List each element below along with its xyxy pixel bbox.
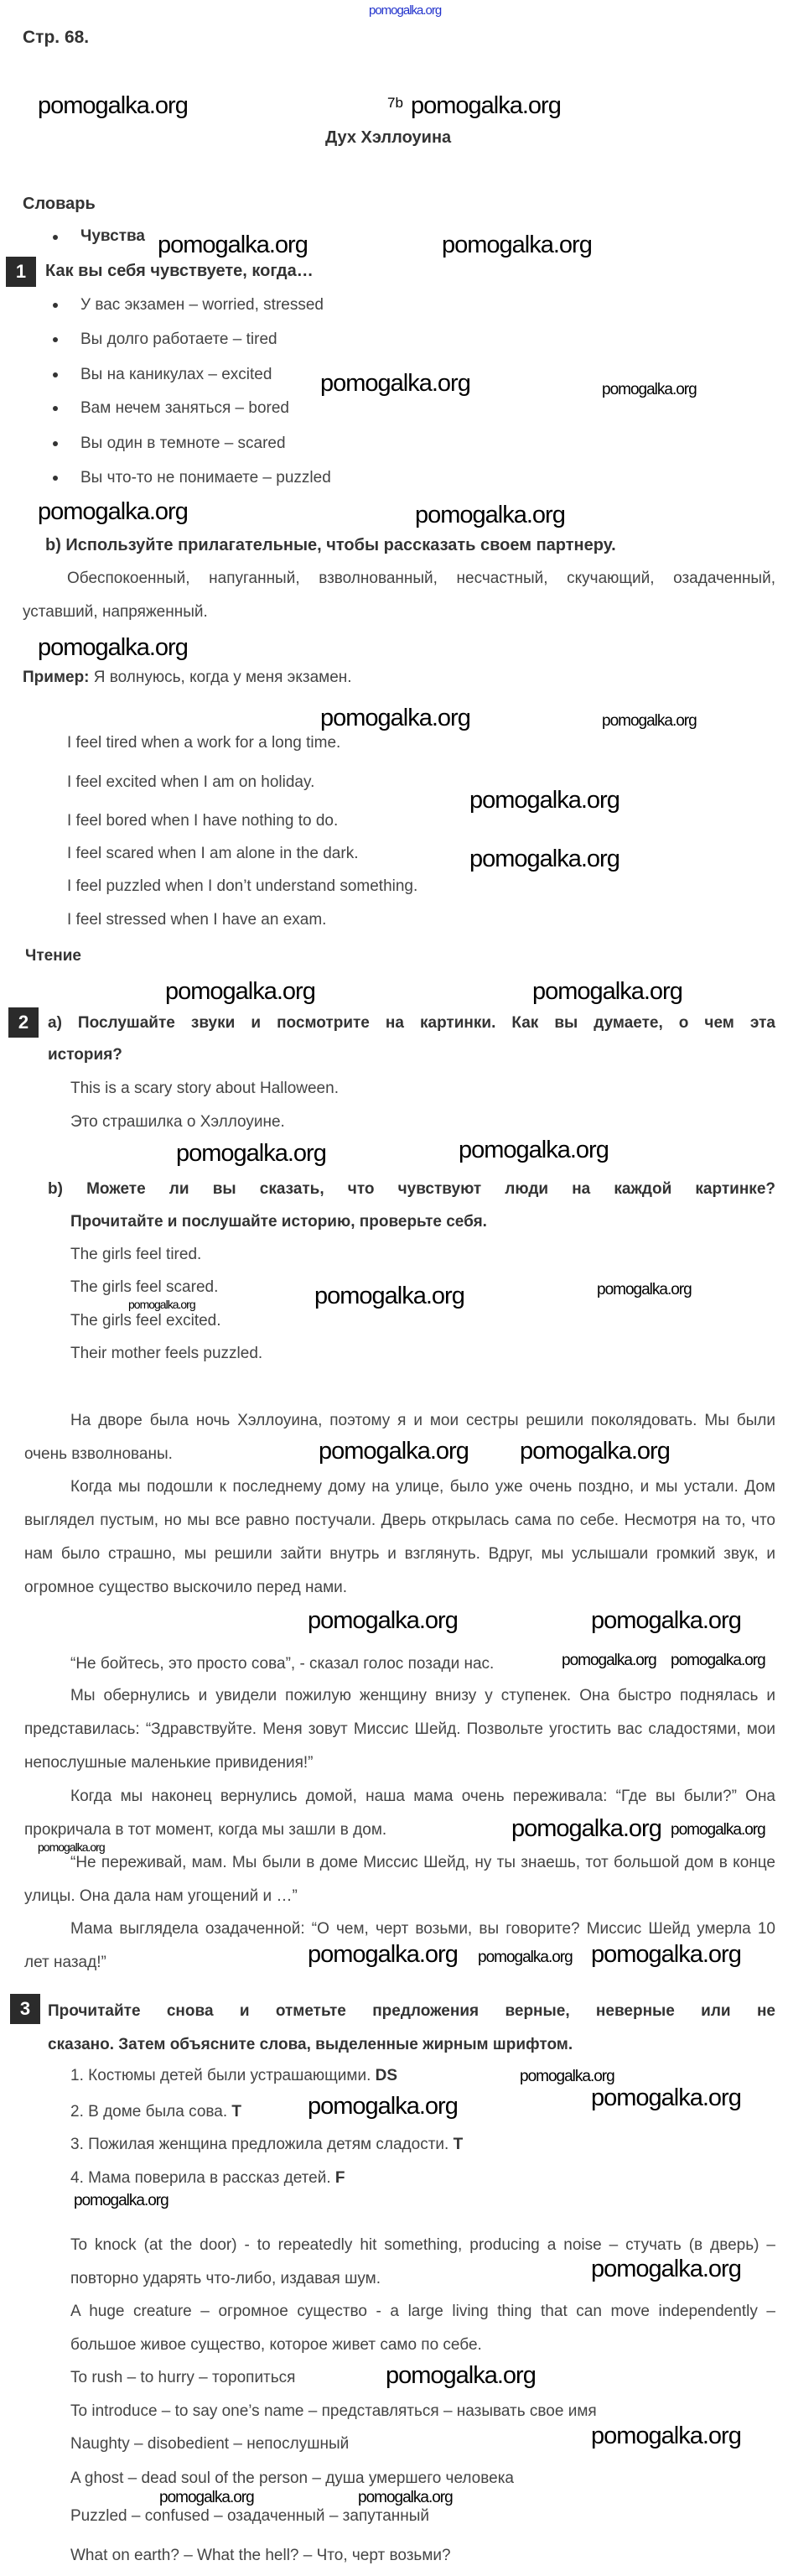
answer-line: This is a scary story about Halloween.: [70, 1080, 339, 1097]
answer-line: Это страшилка о Хэллоуине.: [70, 1113, 285, 1131]
watermark: pomogalka.org: [38, 92, 188, 119]
statement-text: 1. Костюмы детей были устрашающими.: [70, 2067, 376, 2084]
story-paragraph: Мама выглядела озадаченной: “О чем, черт возьми, вы говорите? Миссис Шейд умерла 10 лет назад!”: [24, 1920, 775, 1971]
bullet-icon: [53, 441, 58, 446]
watermark: pomogalka.org: [308, 2093, 458, 2120]
watermark: pomogalka.org: [602, 381, 697, 398]
page-title: Дух Хэллоуина: [325, 128, 452, 147]
exercise-number-badge: 3: [10, 1994, 40, 2024]
bullet-icon: [53, 303, 58, 308]
watermark: pomogalka.org: [671, 1652, 765, 1669]
watermark: pomogalka.org: [591, 1941, 741, 1968]
answer-line: The girls feel scared.: [70, 1278, 219, 1296]
definition: To knock (at the door) - to repeatedly hit something, producing a noise – стучать (в дверь) – повторно ударять что-либо, издавая шум.: [70, 2236, 775, 2287]
exercise-number-badge: 2: [8, 1007, 39, 1038]
exercise-heading-cont: история?: [48, 1046, 122, 1064]
watermark: pomogalka.org: [314, 1283, 464, 1309]
story-paragraph: Когда мы подошли к последнему дому на улице, было уже очень поздно, и мы устали. Дом выглядел пустым, но мы все равно постучали. Дверь открылась сама по себе. Несмотря на то, что нам было страшно, мы решили зайти внутрь и взглянуть. Вдруг, мы услышали громкий звук, и огромное существо выскочило перед нами.: [24, 1478, 775, 1596]
definition: To rush – to hurry – торопиться: [70, 2369, 296, 2386]
exercise-heading: Прочитайте снова и отметьте предложения верные, неверные или не: [48, 2002, 775, 2020]
list-item: Вы что-то не понимаете – puzzled: [80, 469, 331, 487]
sentence: I feel puzzled when I don’t understand something.: [67, 877, 418, 895]
vocabulary-heading: Словарь: [23, 195, 96, 213]
watermark: pomogalka.org: [520, 1438, 670, 1465]
statement-text: 4. Мама поверила в рассказ детей.: [70, 2169, 335, 2187]
watermark: pomogalka.org: [562, 1652, 656, 1669]
statement-text: 3. Пожилая женщина предложила детям сладости.: [70, 2136, 454, 2153]
answer-line: Their mother feels puzzled.: [70, 1345, 263, 1362]
watermark: pomogalka.org: [591, 2084, 741, 2111]
exercise-heading: a) Послушайте звуки и посмотрите на картинки. Как вы думаете, о чем эта: [48, 1014, 775, 1032]
definition: A huge creature – огромное существо - a large living thing that can move independently – большое живое существо, которое живет само по себе.: [70, 2303, 775, 2354]
reading-heading: Чтение: [25, 947, 81, 965]
watermark: pomogalka.org: [38, 1840, 105, 1854]
watermark: pomogalka.org: [320, 705, 470, 731]
watermark: pomogalka.org: [591, 1607, 741, 1634]
watermark: pomogalka.org: [671, 1821, 765, 1839]
watermark: pomogalka.org: [308, 1607, 458, 1634]
site-link[interactable]: pomogalka.org: [369, 3, 442, 18]
list-item: Вы один в темноте – scared: [80, 435, 286, 452]
definition: What on earth? – What the hell? – Что, черт возьми?: [70, 2547, 451, 2564]
sentence: I feel scared when I am alone in the dark.: [67, 845, 359, 862]
story-paragraph: Мы обернулись и увидели пожилую женщину внизу у ступенек. Она быстро поднялась и представилась: “Здравствуйте. Меня зовут Миссис Шейд. Позвольте угостить вас сладостями, мои непослушные маленькие привидения!”: [24, 1687, 775, 1772]
definition: To introduce – to say one’s name – представляться – называть свое имя: [70, 2402, 597, 2420]
story-paragraph: Когда мы наконец вернулись домой, наша мама очень переживала: “Где вы были?” Она прокричала в тот момент, когда мы зашли в дом.: [24, 1788, 775, 1839]
statement-answer: T: [453, 2136, 464, 2153]
watermark: pomogalka.org: [469, 846, 620, 872]
vocabulary-item: Чувства: [80, 227, 145, 245]
definition: A ghost – dead soul of the person – душа умершего человека: [70, 2469, 514, 2487]
exercise-heading-cont: сказано. Затем объясните слова, выделенные жирным шрифтом.: [48, 2036, 573, 2053]
watermark: pomogalka.org: [165, 978, 315, 1005]
statement-answer: T: [231, 2103, 242, 2121]
watermark: pomogalka.org: [591, 2256, 741, 2282]
watermark: pomogalka.org: [459, 1137, 609, 1163]
sentence: I feel tired when a work for a long time.: [67, 734, 341, 752]
watermark: pomogalka.org: [320, 370, 470, 397]
list-item: Вам нечем заняться – bored: [80, 399, 289, 417]
exercise-subheading: b) Можете ли вы сказать, что чувствуют люди на каждой картинке?: [48, 1180, 775, 1198]
story-paragraph: “Не бойтесь, это просто сова”, - сказал голос позади нас.: [70, 1655, 495, 1673]
watermark: pomogalka.org: [159, 2489, 254, 2506]
watermark: pomogalka.org: [38, 498, 188, 525]
watermark: pomogalka.org: [469, 787, 620, 814]
page-label: Стр. 68.: [23, 28, 90, 47]
watermark: pomogalka.org: [176, 1140, 326, 1167]
example-label: Пример:: [23, 669, 90, 686]
watermark: pomogalka.org: [520, 2068, 614, 2085]
watermark: pomogalka.org: [128, 1298, 195, 1311]
watermark: pomogalka.org: [442, 232, 592, 258]
bullet-icon: [53, 337, 58, 342]
watermark: pomogalka.org: [602, 712, 697, 730]
unit-label: 7b: [387, 95, 403, 111]
story-paragraph: На дворе была ночь Хэллоуина, поэтому я и мои сестры решили поколядовать. Мы были очень взволнованы.: [24, 1412, 775, 1463]
statement-answer: F: [334, 2169, 345, 2187]
definition: Naughty – disobedient – непослушный: [70, 2435, 350, 2453]
story-paragraph: “Не переживай, мам. Мы были в доме Миссис Шейд, ну ты знаешь, тот большой дом в конце улицы. Она дала нам угощений и …”: [24, 1854, 775, 1905]
bullet-icon: [53, 235, 58, 240]
sentence: I feel bored when I have nothing to do.: [67, 812, 339, 830]
example-text: Я волнуюсь, когда у меня экзамен.: [89, 669, 352, 686]
watermark: pomogalka.org: [158, 232, 308, 258]
example-line: [23, 669, 352, 687]
watermark: pomogalka.org: [478, 1949, 573, 1966]
watermark: pomogalka.org: [597, 1281, 692, 1298]
watermark: pomogalka.org: [38, 634, 188, 661]
bullet-icon: [53, 476, 58, 481]
answer-line: The girls feel excited.: [70, 1312, 221, 1330]
statement-text: 2. В доме была сова.: [70, 2103, 232, 2121]
list-item: У вас экзамен – worried, stressed: [80, 296, 324, 314]
exercise-subheading: b) Используйте прилагательные, чтобы рассказать своем партнеру.: [45, 536, 616, 554]
watermark: pomogalka.org: [308, 1941, 458, 1968]
definition: Puzzled – confused – озадаченный – запутанный: [70, 2507, 430, 2525]
watermark: pomogalka.org: [358, 2489, 453, 2506]
exercise-subheading-cont: Прочитайте и послушайте историю, проверьте себя.: [70, 1213, 487, 1231]
bullet-icon: [53, 372, 58, 377]
watermark: pomogalka.org: [511, 1815, 661, 1842]
answer-line: The girls feel tired.: [70, 1246, 202, 1263]
watermark: pomogalka.org: [74, 2192, 168, 2209]
statement: [70, 2136, 463, 2154]
sentence: I feel excited when I am on holiday.: [67, 773, 315, 791]
statement-answer: DS: [375, 2067, 398, 2084]
statement: [70, 2067, 397, 2085]
statement: [70, 2103, 241, 2121]
exercise-heading: Как вы себя чувствуете, когда…: [45, 262, 314, 280]
watermark: pomogalka.org: [591, 2422, 741, 2449]
statement: [70, 2169, 345, 2188]
watermark: pomogalka.org: [411, 92, 561, 119]
sentence: I feel stressed when I have an exam.: [67, 911, 327, 929]
list-item: Вы на каникулах – excited: [80, 366, 272, 383]
adjectives-paragraph: Обеспокоенный, напуганный, взволнованный, несчастный, скучающий, озадаченный, уставший, напряженный.: [23, 570, 775, 621]
list-item: Вы долго работаете – tired: [80, 330, 277, 348]
exercise-number-badge: 1: [6, 257, 36, 287]
watermark: pomogalka.org: [415, 502, 565, 528]
watermark: pomogalka.org: [386, 2362, 536, 2389]
watermark: pomogalka.org: [532, 978, 682, 1005]
watermark: pomogalka.org: [319, 1438, 469, 1465]
bullet-icon: [53, 406, 58, 411]
